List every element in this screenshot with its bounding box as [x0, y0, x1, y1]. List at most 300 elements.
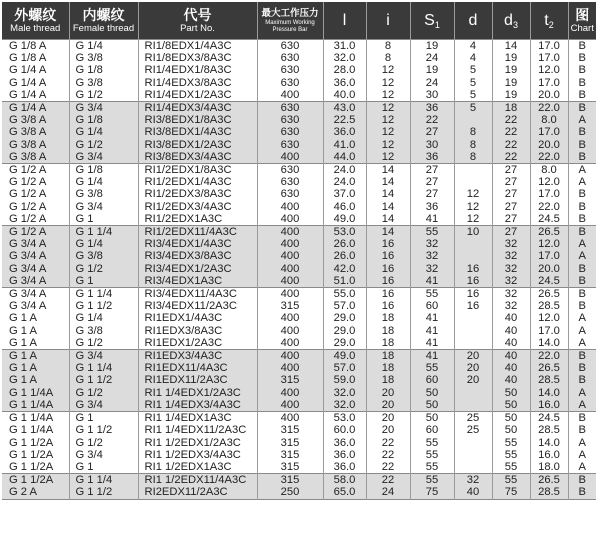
- header-t2-sub: 2: [548, 19, 554, 30]
- cell-t2: 22.0: [530, 350, 568, 363]
- header-male-thread-en: Male thread: [10, 22, 61, 34]
- cell-l: 51.0: [323, 275, 366, 288]
- cell-d3: 27: [492, 213, 530, 226]
- cell-male-thread: G 3/8 A: [2, 126, 69, 138]
- header-d3: [492, 2, 530, 40]
- cell-female-thread: G 3/4: [69, 449, 138, 461]
- cell-male-thread: G 3/4 A: [2, 250, 69, 262]
- cell-t2: 17.0: [530, 77, 568, 89]
- header-male-thread: [2, 2, 69, 40]
- table-row: [2, 263, 596, 275]
- cell-d: 10: [454, 226, 492, 239]
- cell-d: 4: [454, 52, 492, 64]
- cell-female-thread: G 1: [69, 213, 138, 226]
- table-row: [2, 89, 596, 102]
- cell-female-thread: G 1/4: [69, 40, 138, 53]
- cell-part-no: RI1EDX3/4A3C: [138, 350, 257, 363]
- cell-part-no: RI1 1/2EDX3/4A3C: [138, 449, 257, 461]
- cell-max-pressure: 400: [257, 399, 323, 412]
- cell-part-no: RI1/2EDX1/8A3C: [138, 164, 257, 177]
- cell-female-thread: G 1 1/4: [69, 474, 138, 487]
- table-row: [2, 486, 596, 499]
- cell-l: 59.0: [323, 374, 366, 386]
- cell-female-thread: G 1/2: [69, 89, 138, 102]
- cell-s1: 36: [410, 201, 454, 213]
- cell-part-no: RI3/4EDX1/4A3C: [138, 238, 257, 250]
- header-s1: [410, 2, 454, 40]
- cell-chart: A: [568, 312, 596, 324]
- table-row: [2, 250, 596, 262]
- cell-female-thread: G 3/8: [69, 52, 138, 64]
- cell-male-thread: G 3/8 A: [2, 139, 69, 151]
- cell-t2: 24.5: [530, 275, 568, 288]
- cell-t2: 20.0: [530, 263, 568, 275]
- cell-chart: A: [568, 250, 596, 262]
- cell-s1: 24: [410, 52, 454, 64]
- cell-s1: 41: [410, 350, 454, 363]
- cell-s1: 55: [410, 288, 454, 301]
- cell-i: 12: [366, 64, 410, 76]
- cell-s1: 55: [410, 226, 454, 239]
- cell-male-thread: G 1/4 A: [2, 102, 69, 115]
- cell-d: [454, 387, 492, 399]
- cell-female-thread: G 1 1/4: [69, 288, 138, 301]
- cell-i: 14: [366, 164, 410, 177]
- cell-male-thread: G 1/2 A: [2, 213, 69, 226]
- cell-t2: 26.5: [530, 362, 568, 374]
- cell-part-no: RI1 1/2EDX1/2A3C: [138, 437, 257, 449]
- cell-d3: 22: [492, 126, 530, 138]
- cell-i: 8: [366, 52, 410, 64]
- cell-male-thread: G 1/8 A: [2, 52, 69, 64]
- cell-s1: 41: [410, 325, 454, 337]
- table-row: [2, 40, 596, 53]
- cell-chart: A: [568, 387, 596, 399]
- cell-i: 12: [366, 77, 410, 89]
- header-female-thread-en: Female thread: [72, 22, 135, 34]
- cell-max-pressure: 630: [257, 52, 323, 64]
- cell-max-pressure: 630: [257, 102, 323, 115]
- cell-max-pressure: 400: [257, 250, 323, 262]
- cell-t2: 22.0: [530, 102, 568, 115]
- table-row: [2, 52, 596, 64]
- cell-s1: 55: [410, 461, 454, 474]
- cell-chart: B: [568, 300, 596, 312]
- cell-t2: 22.0: [530, 201, 568, 213]
- cell-d: [454, 164, 492, 177]
- cell-l: 26.0: [323, 238, 366, 250]
- cell-male-thread: G 1/2 A: [2, 164, 69, 177]
- cell-t2: 16.0: [530, 399, 568, 412]
- cell-d3: 50: [492, 387, 530, 399]
- table-row: [2, 387, 596, 399]
- cell-female-thread: G 1/8: [69, 114, 138, 126]
- cell-female-thread: G 3/8: [69, 77, 138, 89]
- cell-d: 32: [454, 474, 492, 487]
- cell-chart: B: [568, 288, 596, 301]
- cell-chart: B: [568, 424, 596, 436]
- cell-male-thread: G 1 1/4A: [2, 387, 69, 399]
- cell-d3: 27: [492, 164, 530, 177]
- cell-female-thread: G 1 1/4: [69, 226, 138, 239]
- cell-max-pressure: 630: [257, 164, 323, 177]
- cell-s1: 24: [410, 77, 454, 89]
- cell-d: [454, 399, 492, 412]
- cell-l: 53.0: [323, 226, 366, 239]
- cell-male-thread: G 1 1/4A: [2, 412, 69, 425]
- cell-chart: B: [568, 89, 596, 102]
- row-group: [2, 350, 596, 412]
- cell-i: 14: [366, 201, 410, 213]
- cell-d: [454, 337, 492, 350]
- cell-d: 12: [454, 213, 492, 226]
- cell-t2: 17.0: [530, 325, 568, 337]
- cell-i: 14: [366, 226, 410, 239]
- cell-t2: 17.0: [530, 250, 568, 262]
- cell-l: 29.0: [323, 312, 366, 324]
- cell-female-thread: G 1/2: [69, 337, 138, 350]
- cell-chart: B: [568, 77, 596, 89]
- cell-female-thread: G 1/2: [69, 139, 138, 151]
- header-part-no: [138, 2, 257, 40]
- cell-d3: 19: [492, 52, 530, 64]
- table-row: [2, 151, 596, 164]
- cell-d3: 40: [492, 374, 530, 386]
- cell-i: 22: [366, 437, 410, 449]
- cell-chart: A: [568, 337, 596, 350]
- cell-d3: 40: [492, 350, 530, 363]
- cell-male-thread: G 3/4 A: [2, 300, 69, 312]
- cell-part-no: RI1/2EDX3/8A3C: [138, 188, 257, 200]
- cell-max-pressure: 400: [257, 412, 323, 425]
- cell-s1: 50: [410, 399, 454, 412]
- cell-t2: 17.0: [530, 188, 568, 200]
- cell-max-pressure: 630: [257, 126, 323, 138]
- table-row: [2, 102, 596, 115]
- cell-d: 4: [454, 40, 492, 53]
- cell-part-no: RI3/4EDX1/2A3C: [138, 263, 257, 275]
- cell-max-pressure: 400: [257, 350, 323, 363]
- cell-l: 29.0: [323, 337, 366, 350]
- cell-d: 8: [454, 151, 492, 164]
- cell-part-no: RI1/2EDX11/4A3C: [138, 226, 257, 239]
- cell-female-thread: G 1: [69, 412, 138, 425]
- cell-max-pressure: 315: [257, 374, 323, 386]
- cell-max-pressure: 400: [257, 337, 323, 350]
- table-row: [2, 362, 596, 374]
- cell-d: 25: [454, 424, 492, 436]
- table-row: [2, 300, 596, 312]
- cell-d3: 50: [492, 399, 530, 412]
- cell-s1: 55: [410, 437, 454, 449]
- cell-female-thread: G 1/4: [69, 312, 138, 324]
- cell-d3: 55: [492, 437, 530, 449]
- cell-l: 60.0: [323, 424, 366, 436]
- cell-s1: 32: [410, 263, 454, 275]
- cell-max-pressure: 630: [257, 176, 323, 188]
- table-row: [2, 337, 596, 350]
- cell-part-no: RI1 1/4EDX1/2A3C: [138, 387, 257, 399]
- cell-l: 49.0: [323, 213, 366, 226]
- cell-max-pressure: 630: [257, 77, 323, 89]
- table-row: [2, 350, 596, 363]
- cell-s1: 27: [410, 164, 454, 177]
- cell-chart: B: [568, 201, 596, 213]
- header-t2-main: t: [544, 11, 549, 29]
- cell-s1: 19: [410, 40, 454, 53]
- cell-t2: 16.0: [530, 449, 568, 461]
- cell-part-no: RI3/4EDX3/8A3C: [138, 250, 257, 262]
- cell-s1: 60: [410, 374, 454, 386]
- cell-t2: 28.5: [530, 374, 568, 386]
- cell-i: 18: [366, 312, 410, 324]
- cell-l: 41.0: [323, 139, 366, 151]
- cell-l: 28.0: [323, 64, 366, 76]
- cell-chart: B: [568, 474, 596, 487]
- cell-female-thread: G 1/4: [69, 126, 138, 138]
- cell-t2: 26.5: [530, 474, 568, 487]
- cell-max-pressure: 400: [257, 263, 323, 275]
- cell-male-thread: G 1/2 A: [2, 201, 69, 213]
- table-row: [2, 64, 596, 76]
- cell-chart: A: [568, 449, 596, 461]
- header-chart-en: Chart: [570, 22, 594, 34]
- table-row: [2, 176, 596, 188]
- cell-t2: 20.0: [530, 89, 568, 102]
- cell-l: 36.0: [323, 437, 366, 449]
- cell-d: 12: [454, 188, 492, 200]
- table-row: [2, 325, 596, 337]
- cell-d: [454, 312, 492, 324]
- cell-chart: B: [568, 275, 596, 288]
- cell-max-pressure: 630: [257, 64, 323, 76]
- cell-part-no: RI1EDX11/2A3C: [138, 374, 257, 386]
- header-d3-sub: 3: [512, 19, 518, 30]
- cell-i: 14: [366, 176, 410, 188]
- cell-max-pressure: 630: [257, 114, 323, 126]
- cell-i: 14: [366, 213, 410, 226]
- row-group: [2, 288, 596, 350]
- cell-female-thread: G 1: [69, 461, 138, 474]
- cell-i: 14: [366, 188, 410, 200]
- cell-male-thread: G 1/2 A: [2, 188, 69, 200]
- table-row: [2, 77, 596, 89]
- cell-max-pressure: 400: [257, 89, 323, 102]
- cell-l: 22.5: [323, 114, 366, 126]
- table-row: [2, 201, 596, 213]
- cell-l: 57.0: [323, 300, 366, 312]
- cell-max-pressure: 400: [257, 151, 323, 164]
- cell-male-thread: G 3/4 A: [2, 238, 69, 250]
- cell-t2: 17.0: [530, 126, 568, 138]
- header-d-label: d: [468, 11, 478, 29]
- header-t2: [530, 2, 568, 40]
- cell-part-no: RI1/4EDX1/8A3C: [138, 64, 257, 76]
- cell-max-pressure: 315: [257, 461, 323, 474]
- cell-i: 18: [366, 337, 410, 350]
- cell-t2: 17.0: [530, 40, 568, 53]
- cell-t2: 12.0: [530, 312, 568, 324]
- header-male-thread-cn: 外螺纹: [14, 6, 57, 23]
- row-group: [2, 40, 596, 102]
- cell-male-thread: G 2 A: [2, 486, 69, 499]
- cell-i: 12: [366, 126, 410, 138]
- cell-female-thread: G 1/2: [69, 387, 138, 399]
- cell-l: 53.0: [323, 412, 366, 425]
- cell-t2: 28.5: [530, 424, 568, 436]
- row-group: [2, 226, 596, 288]
- spec-table: [2, 2, 596, 500]
- cell-i: 18: [366, 374, 410, 386]
- cell-s1: 55: [410, 449, 454, 461]
- cell-d: 16: [454, 275, 492, 288]
- cell-female-thread: G 3/4: [69, 399, 138, 412]
- cell-chart: B: [568, 213, 596, 226]
- cell-d3: 32: [492, 300, 530, 312]
- cell-part-no: RI1EDX1/4A3C: [138, 312, 257, 324]
- header-chart: [568, 2, 596, 40]
- cell-male-thread: G 1 A: [2, 312, 69, 324]
- cell-d: [454, 176, 492, 188]
- cell-male-thread: G 3/8 A: [2, 114, 69, 126]
- cell-d: [454, 325, 492, 337]
- cell-part-no: RI1/8EDX3/8A3C: [138, 52, 257, 64]
- cell-t2: 24.5: [530, 213, 568, 226]
- cell-chart: B: [568, 126, 596, 138]
- cell-t2: 20.0: [530, 139, 568, 151]
- cell-chart: B: [568, 362, 596, 374]
- cell-s1: 27: [410, 176, 454, 188]
- cell-part-no: RI1EDX1/2A3C: [138, 337, 257, 350]
- cell-part-no: RI3/4EDX11/4A3C: [138, 288, 257, 301]
- cell-i: 16: [366, 300, 410, 312]
- table-row: [2, 374, 596, 386]
- cell-d3: 32: [492, 250, 530, 262]
- table-row: [2, 437, 596, 449]
- cell-part-no: RI1 1/4EDX11/2A3C: [138, 424, 257, 436]
- cell-female-thread: G 3/8: [69, 250, 138, 262]
- cell-s1: 41: [410, 213, 454, 226]
- cell-d3: 22: [492, 139, 530, 151]
- cell-female-thread: G 1/4: [69, 238, 138, 250]
- cell-t2: 14.0: [530, 387, 568, 399]
- cell-female-thread: G 3/8: [69, 325, 138, 337]
- cell-male-thread: G 1 A: [2, 325, 69, 337]
- cell-male-thread: G 1/4 A: [2, 77, 69, 89]
- cell-t2: 14.0: [530, 337, 568, 350]
- cell-i: 16: [366, 288, 410, 301]
- cell-d: [454, 114, 492, 126]
- cell-t2: 26.5: [530, 226, 568, 239]
- cell-chart: B: [568, 151, 596, 164]
- cell-d3: 19: [492, 77, 530, 89]
- cell-s1: 60: [410, 424, 454, 436]
- cell-part-no: RI1 1/4EDX3/4A3C: [138, 399, 257, 412]
- cell-s1: 27: [410, 126, 454, 138]
- cell-t2: 28.5: [530, 300, 568, 312]
- cell-d: 8: [454, 126, 492, 138]
- cell-t2: 12.0: [530, 176, 568, 188]
- header-i: [366, 2, 410, 40]
- cell-chart: B: [568, 40, 596, 53]
- cell-part-no: RI1/2EDX1A3C: [138, 213, 257, 226]
- cell-female-thread: G 1 1/2: [69, 374, 138, 386]
- cell-female-thread: G 3/4: [69, 201, 138, 213]
- table-row: [2, 226, 596, 239]
- cell-l: 57.0: [323, 362, 366, 374]
- cell-female-thread: G 3/8: [69, 188, 138, 200]
- cell-i: 12: [366, 151, 410, 164]
- cell-i: 12: [366, 139, 410, 151]
- cell-female-thread: G 3/4: [69, 151, 138, 164]
- cell-d3: 40: [492, 312, 530, 324]
- cell-chart: A: [568, 399, 596, 412]
- cell-part-no: RI3/4EDX11/2A3C: [138, 300, 257, 312]
- cell-d3: 19: [492, 64, 530, 76]
- cell-d3: 19: [492, 89, 530, 102]
- table-row: [2, 238, 596, 250]
- cell-t2: 12.0: [530, 64, 568, 76]
- cell-male-thread: G 1 1/4A: [2, 424, 69, 436]
- cell-part-no: RI2EDX11/2A3C: [138, 486, 257, 499]
- cell-female-thread: G 1/4: [69, 176, 138, 188]
- cell-d3: 75: [492, 486, 530, 499]
- cell-i: 20: [366, 387, 410, 399]
- cell-l: 36.0: [323, 461, 366, 474]
- table-row: [2, 188, 596, 200]
- cell-chart: A: [568, 325, 596, 337]
- cell-chart: A: [568, 176, 596, 188]
- header-d3-main: d: [504, 11, 513, 29]
- table-row: [2, 424, 596, 436]
- cell-s1: 75: [410, 486, 454, 499]
- cell-male-thread: G 1 1/2A: [2, 437, 69, 449]
- cell-i: 16: [366, 275, 410, 288]
- cell-d3: 32: [492, 263, 530, 275]
- cell-chart: B: [568, 102, 596, 115]
- cell-s1: 36: [410, 102, 454, 115]
- header-part-no-cn: 代号: [183, 6, 212, 23]
- cell-chart: B: [568, 374, 596, 386]
- cell-chart: B: [568, 486, 596, 499]
- cell-max-pressure: 400: [257, 201, 323, 213]
- cell-male-thread: G 1/8 A: [2, 40, 69, 53]
- table-row: [2, 288, 596, 301]
- cell-male-thread: G 1/4 A: [2, 89, 69, 102]
- cell-part-no: RI3/8EDX1/4A3C: [138, 126, 257, 138]
- table-row: [2, 399, 596, 412]
- cell-d3: 14: [492, 40, 530, 53]
- cell-chart: B: [568, 412, 596, 425]
- cell-d: [454, 437, 492, 449]
- cell-max-pressure: 315: [257, 300, 323, 312]
- cell-s1: 30: [410, 89, 454, 102]
- cell-s1: 36: [410, 151, 454, 164]
- cell-l: 49.0: [323, 350, 366, 363]
- cell-i: 16: [366, 238, 410, 250]
- cell-s1: 41: [410, 275, 454, 288]
- cell-l: 31.0: [323, 40, 366, 53]
- cell-male-thread: G 1 A: [2, 350, 69, 363]
- cell-female-thread: G 3/4: [69, 102, 138, 115]
- cell-s1: 55: [410, 474, 454, 487]
- cell-part-no: RI1 1/4EDX1A3C: [138, 412, 257, 425]
- cell-male-thread: G 1/2 A: [2, 176, 69, 188]
- header-l: [323, 2, 366, 40]
- cell-male-thread: G 1 A: [2, 337, 69, 350]
- cell-l: 44.0: [323, 151, 366, 164]
- cell-chart: A: [568, 461, 596, 474]
